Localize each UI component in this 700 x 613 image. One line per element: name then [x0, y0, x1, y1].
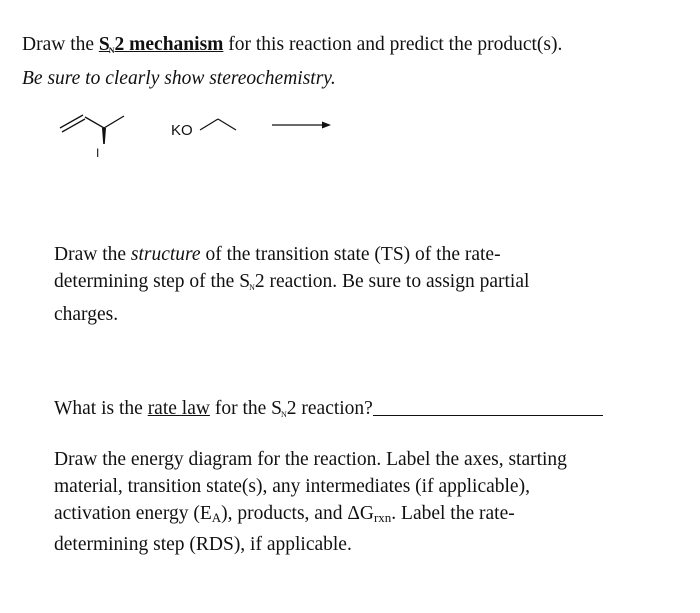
question-1-line-2 — [22, 65, 682, 93]
bond-c2-c3 — [85, 117, 104, 128]
wedge-bond — [102, 128, 106, 144]
substrate-structure — [60, 115, 124, 132]
q4-line3-suffix: . Label the rate- — [391, 503, 515, 524]
q3-sn-subscript: N — [280, 410, 287, 419]
rate-law-answer-blank[interactable] — [373, 397, 603, 416]
reaction-scheme-drawing — [40, 100, 360, 180]
ethoxide-chain — [200, 119, 236, 130]
iodine-label: I — [96, 146, 100, 160]
q2-sn-subscript: N — [249, 283, 255, 292]
sn2-mechanism-heading — [99, 34, 224, 55]
sn2-s: S — [98, 34, 110, 55]
question-2-line-3: charges. — [54, 304, 119, 325]
q2-prefix: Draw the — [54, 244, 131, 265]
question-3-line — [54, 395, 664, 428]
rate-law-term: rate law — [147, 398, 210, 419]
reaction-arrow — [272, 122, 331, 129]
sn2-subscript: N — [108, 46, 115, 55]
question-2-line-2 — [54, 268, 664, 301]
question-2 — [54, 241, 664, 328]
q4-line3-prefix: activation energy (E — [54, 503, 212, 524]
question-4-line-1: Draw the energy diagram for the reaction. Label the axes, starting — [54, 449, 567, 470]
q1-prefix: Draw the — [22, 34, 99, 55]
q2-line1-suffix: of the transition state (TS) of the rate- — [200, 244, 501, 265]
q1-suffix: for this reaction and predict the product(s). — [223, 34, 563, 55]
question-4-line-3 — [54, 500, 664, 531]
stereochemistry-note: Be sure to clearly show stereochemistry. — [22, 68, 336, 89]
bond-o-ch2 — [200, 119, 218, 130]
sn2-mechanism-text: 2 mechanism — [114, 34, 224, 55]
question-4 — [54, 446, 664, 558]
bond-ch2-ch3 — [218, 119, 236, 130]
question-4-line-4: determining step (RDS), if applicable. — [54, 534, 352, 555]
question-3 — [54, 395, 664, 428]
q3-prefix: What is the — [54, 398, 148, 419]
q3-suffix: 2 reaction? — [286, 398, 373, 419]
potassium-ethoxide-label: KO — [171, 122, 193, 139]
q4-line3-mid: ), products, and ΔG — [221, 503, 374, 524]
activation-energy-subscript: A — [211, 510, 222, 525]
bond-c3-methyl — [104, 116, 124, 128]
reaction-scheme — [40, 100, 360, 180]
delta-g-rxn-subscript: rxn — [373, 510, 392, 525]
question-4-line-2: material, transition state(s), any intermediates (if applicable), — [54, 476, 530, 497]
q2-line2-prefix: determining step of the S — [54, 271, 251, 292]
structure-word: structure — [130, 244, 201, 265]
q3-middle: for the S — [209, 398, 282, 419]
question-1 — [22, 31, 682, 93]
q2-line2-suffix: 2 reaction. Be sure to assign partial — [254, 271, 530, 292]
question-1-line-1 — [22, 31, 682, 65]
question-2-line-1 — [54, 241, 664, 268]
